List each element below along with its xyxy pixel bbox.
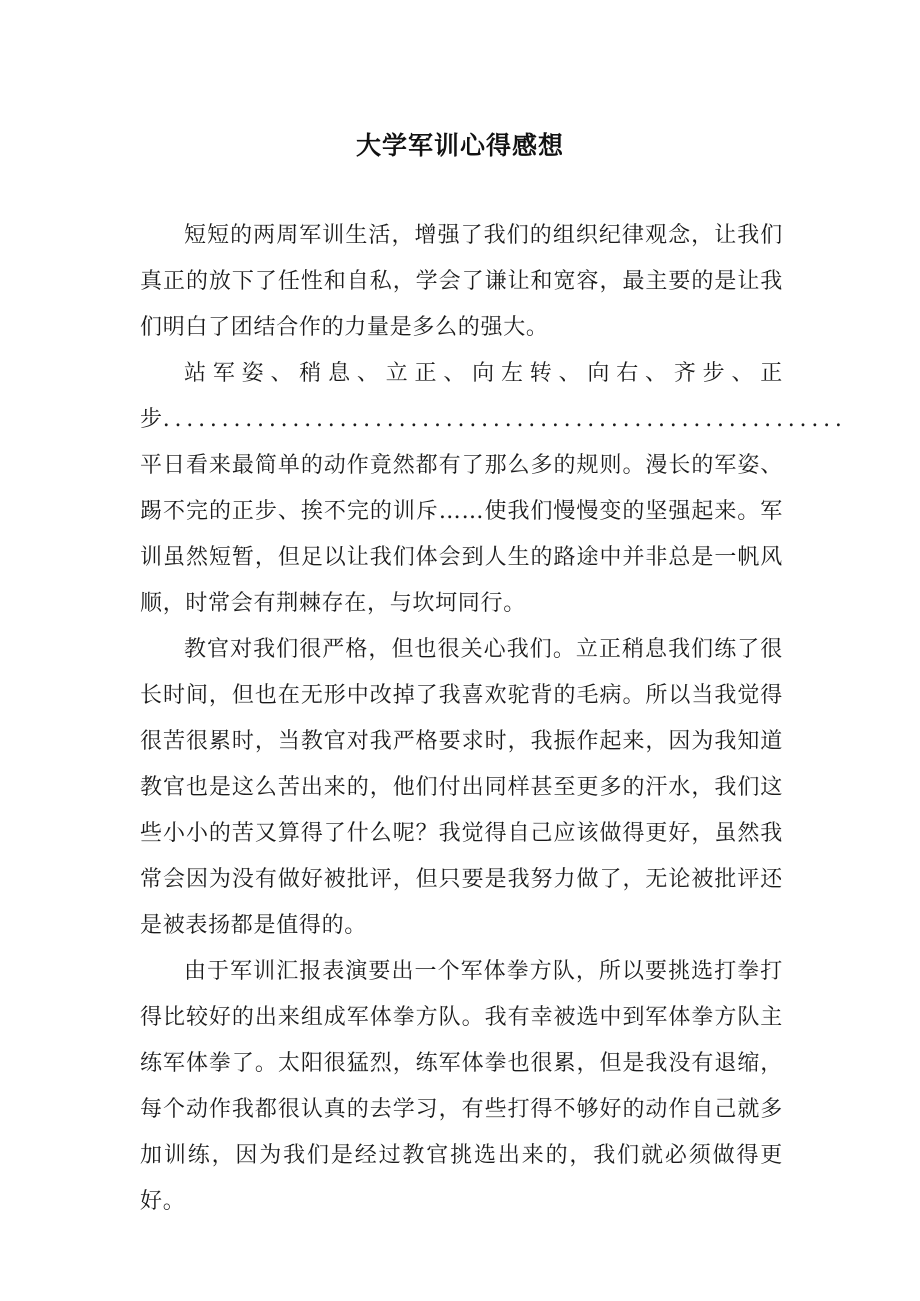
drill-list: 站军姿、稍息、立正、向左转、向右、齐步、正步 xyxy=(140,361,783,432)
document-body xyxy=(140,213,847,1225)
drill-text: 平日看来最简单的动作竟然都有了那么多的规则。漫长的军姿、踢不完的正步、挨不完的训斥……使我们慢慢变的坚强起来。军训虽然短暂，但足以让我们体会到人生的路途中并非总是一帆风顺，时常会有荆棘存在，与坎坷同行。 xyxy=(140,453,783,616)
paragraph-3: 教官对我们很严格，但也很关心我们。立正稍息我们练了很长时间，但也在无形中改掉了我喜欢驼背的毛病。所以当我觉得很苦很累时，当教官对我严格要求时，我振作起来，因为我知道教官也是这么苦出来的，他们付出同样甚至更多的汗水，我们这些小小的苦又算得了什么呢？我觉得自己应该做得更好，虽然我常会因为没有做好被批评，但只要是我努力做了，无论被批评还是被表扬都是值得的。 xyxy=(140,637,783,938)
paragraph-drill xyxy=(140,351,847,627)
document-title: 大学军训心得感想 xyxy=(355,131,564,160)
paragraph-4: 由于军训汇报表演要出一个军体拳方队，所以要挑选打拳打得比较好的出来组成军体拳方队。我有幸被选中到军体拳方队主练军体拳了。太阳很猛烈，练军体拳也很累，但是我没有退缩，每个动作我都很认真的去学习，有些打得不够好的动作自己就多加训练，因为我们是经过教官挑选出来的，我们就必须做得更好。 xyxy=(140,959,783,1214)
paragraph-1: 短短的两周军训生活，增强了我们的组织纪律观念，让我们真正的放下了任性和自私，学会了谦让和宽容，最主要的是让我们明白了团结合作的力量是多么的强大。 xyxy=(140,223,783,340)
ellipsis-dots: .......................................................... xyxy=(162,407,847,432)
